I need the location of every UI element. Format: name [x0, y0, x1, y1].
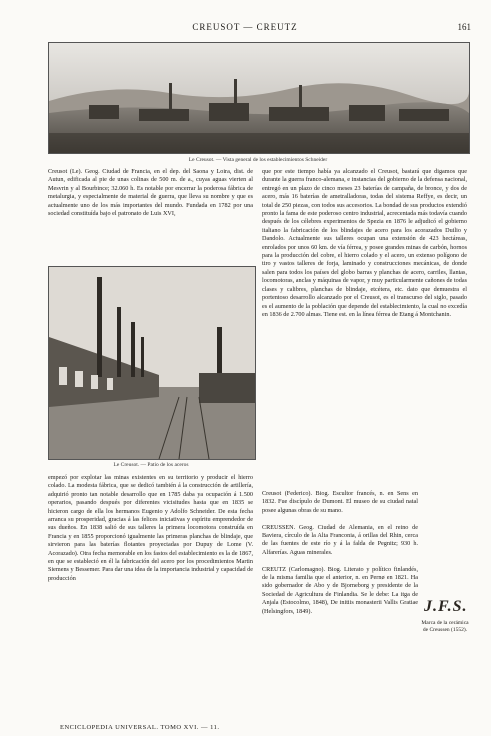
article-creusot-history: empezó por explotar las minas existentes en su territorio y producir el hierro colado. La modesta fábrica, que se dedicó también á la construcción de artillería, adquirió pronto tan notable desarrollo que en 1785 daba ya ocupación á 1.500 operarios, pasando después por diferentes vicisitudes hasta que en 1835 se hicieron cargo de ella los hermanos Eugenio y Adolfo Schneider. De esta fecha arranca su prosperidad, gracias á las felices iniciativas y espíritu emprendedor de sus dueños. En 1838 salió de sus talleres la primera locomotora construída en Francia y en 1855 proporcionó igualmente las primeras planchas de blindaje, que sirvieron para las baterías flotantes proyectadas por Dupuy de Lome (V. Acorazado). Otra fecha memorable en los fastos del establecimiento es la de 1867, en que se estableció en él la fabricación del acero por los procedimientos Martin Siemens y Bessemer. Para dar una idea de la importancia industrial y capacidad de producción: [48, 474, 255, 582]
mid-photo-caption: Le Creusot. — Patio de los aceros: [113, 462, 189, 468]
article-creusot-continued: que por este tiempo había ya alcanzado el Creusot, bastará que digamos que durante la guerra franco-alemana, e instancias del gobierno de la defensa nacional, entregó en un plazo de cinco meses 23 baterías de campaña, de bronce, y dos de acero, más 16 baterías de ametralladoras, todas del sistema Reffye, es decir, un total de 250 piezas, con todos sus accesorios. La bondad de sus productos extendió pronto la fama de este poderoso centro industrial, acrecentada más todavía cuando después de los célebres experimentos de Spezia en 1876 le adjudicó el gobierno italiano la fabricación de los blindajes de acero para los acorazados Duilio y Dandolo. Actualmente sus talleres ocupan una extensión de 423 hectáreas, enrolados por unos 60 km. de vía férrea, y posee grandes minas de carbón, hornos para la producción del cobre, el hierro colado y el acero, un extenso polígono de tiro y vastos talleres de forja, laminado y construcciones mecánicas, de donde salen para todos los países del globo barras y planchas de acero, carriles, llantas, locomotoras, anclas y máquinas de vapor, y muy particularmente cañones de todas clases y calibres, planchas de blindaje, etcétera, etc. dato que demuestra el portentoso desarrollo alcanzado por el Creusot, es el transcurso del siglo, pasado es el aumento de la población que depende del establecimiento, la cual no excedía en 1836 de 2.700 almas. Tiene est. en la línea férrea de Etang á Montchanin.: [262, 168, 469, 318]
articles-creusot-creussen-creutz: Creusot (Federico). Biog. Escultor francés, n. en Sens en 1832. Fue discípulo de Dumont. El museo de su ciudad natal posee algunas obras de su mano. CREUSSEN. Geog. Ciudad de Alemania, en el reino de Baviera, círculo de la Alta Franconia, á orillas del Rhin, cerca de las fuentes de este río y á la falda de Pegnitz; 930 h. Alfarerías. Aguas minerales. CREUTZ (Carlomagno). Biog. Literato y político finlandés, de la misma familia que el anterior, n. en Pernø en 1821. Ha sido gobernador de Abo y de Bjorneborg y presidente de la Sociedad de Agricultura de Finlandia. Se le debe: La itga de Anjala (Estocolmo, 1848), De initiis monasterii Vallis Gratiae (Helsingfors, 1849).: [262, 490, 418, 615]
page-number: 161: [457, 22, 471, 32]
page-footer: ENCICLOPEDIA UNIVERSAL. TOMO XVI. — 11.: [60, 724, 220, 731]
running-head: CREUSOT — CREUTZ: [192, 22, 298, 32]
steel-yard-photo: [48, 266, 256, 460]
factory-panorama-photo: [48, 42, 470, 154]
creussen-ceramic-mark: J.F.S.: [424, 598, 468, 615]
article-creusot-intro: Creusot (Le). Geog. Ciudad de Francia, en el dep. del Saona y Loira, dist. de Autun, edificada al pie de unas colinas de 500 m. de a., cuyas aguas vierten al Mesvrin y al Bourbince; 32.060 h. Es notable por encerrar la poderosa fábrica de metalurgia, y especialmente de material de guerra, que lleva su nombre y que es actualmente uno de los más importantes del mundo. Fundada en 1782 por una sociedad constituída bajo el patronato de Luis XVI,: [48, 168, 255, 218]
ceramic-mark-caption: Marca de la cerámica de Creussen (1552).: [421, 620, 469, 633]
top-photo-caption: Le Creusot. — Vista general de los establecimientos Schneider: [188, 157, 328, 163]
